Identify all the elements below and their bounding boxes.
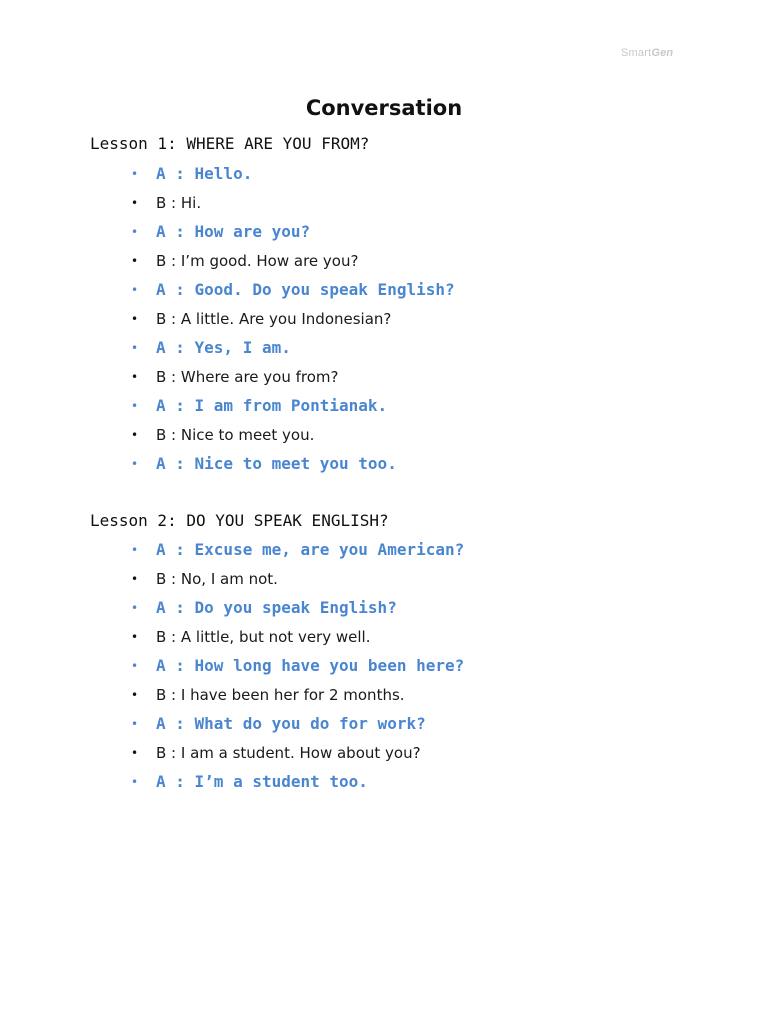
page-title: Conversation xyxy=(305,96,463,120)
dialogue-text: B : No, I am not. xyxy=(156,569,278,588)
bullet-icon: • xyxy=(131,166,139,181)
bullet-icon: • xyxy=(131,398,139,413)
dialogue-line xyxy=(131,535,464,564)
dialogue-line xyxy=(131,188,201,217)
dialogue-text: A : Do you speak English? xyxy=(156,598,397,617)
dialogue-line xyxy=(131,738,421,767)
dialogue-line xyxy=(131,246,358,275)
bullet-icon: • xyxy=(131,427,139,442)
bullet-icon: • xyxy=(131,340,139,355)
bullet-icon: • xyxy=(131,600,139,615)
dialogue-text: B : Hi. xyxy=(156,193,202,212)
dialogue-text: B : I have been her for 2 months. xyxy=(156,685,405,704)
dialogue-text: B : A little. Are you Indonesian? xyxy=(156,309,392,328)
dialogue-line xyxy=(131,593,397,622)
bullet-icon: • xyxy=(131,456,139,471)
lesson-1-heading: Lesson 1: WHERE ARE YOU FROM? xyxy=(90,134,370,153)
lesson-2-heading: Lesson 2: DO YOU SPEAK ENGLISH? xyxy=(90,511,389,530)
bullet-icon: • xyxy=(131,774,139,789)
dialogue-text: A : How long have you been here? xyxy=(156,656,465,675)
bullet-icon: • xyxy=(131,282,139,297)
bullet-icon: • xyxy=(131,542,139,557)
bullet-icon: • xyxy=(131,687,139,702)
bullet-icon: • xyxy=(131,253,139,268)
bullet-icon: • xyxy=(131,224,139,239)
dialogue-line xyxy=(131,709,426,738)
smartgen-watermark xyxy=(621,47,673,59)
dialogue-text: B : Where are you from? xyxy=(156,367,339,386)
bullet-icon: • xyxy=(131,745,139,760)
dialogue-text: A : Hello. xyxy=(156,164,253,183)
dialogue-line xyxy=(131,304,391,333)
dialogue-text: A : Yes, I am. xyxy=(156,338,291,357)
dialogue-line xyxy=(131,420,314,449)
dialogue-line xyxy=(131,362,339,391)
dialogue-line xyxy=(131,622,370,651)
bullet-icon: • xyxy=(131,369,139,384)
dialogue-text: B : I am a student. How about you? xyxy=(156,743,421,762)
dialogue-line xyxy=(131,564,278,593)
bullet-icon: • xyxy=(131,629,139,644)
dialogue-text: B : A little, but not very well. xyxy=(156,627,371,646)
dialogue-line xyxy=(131,449,397,478)
dialogue-line xyxy=(131,275,455,304)
bullet-icon: • xyxy=(131,658,139,673)
dialogue-text: A : Good. Do you speak English? xyxy=(156,280,455,299)
dialogue-line xyxy=(131,217,310,246)
bullet-icon: • xyxy=(131,311,139,326)
watermark-smart: Smart xyxy=(621,47,652,59)
dialogue-line xyxy=(131,767,368,796)
dialogue-text: B : I’m good. How are you? xyxy=(156,251,359,270)
dialogue-line xyxy=(131,333,291,362)
dialogue-text: A : Nice to meet you too. xyxy=(156,454,397,473)
bullet-icon: • xyxy=(131,195,139,210)
dialogue-text: A : What do you do for work? xyxy=(156,714,426,733)
dialogue-text: B : Nice to meet you. xyxy=(156,425,315,444)
dialogue-text: A : I’m a student too. xyxy=(156,772,368,791)
dialogue-line xyxy=(131,159,252,188)
dialogue-line xyxy=(131,391,387,420)
dialogue-line xyxy=(131,651,464,680)
dialogue-text: A : Excuse me, are you American? xyxy=(156,540,465,559)
dialogue-line xyxy=(131,680,405,709)
bullet-icon: • xyxy=(131,571,139,586)
bullet-icon: • xyxy=(131,716,139,731)
dialogue-text: A : I am from Pontianak. xyxy=(156,396,388,415)
dialogue-text: A : How are you? xyxy=(156,222,311,241)
watermark-gen: Gen xyxy=(651,47,674,59)
